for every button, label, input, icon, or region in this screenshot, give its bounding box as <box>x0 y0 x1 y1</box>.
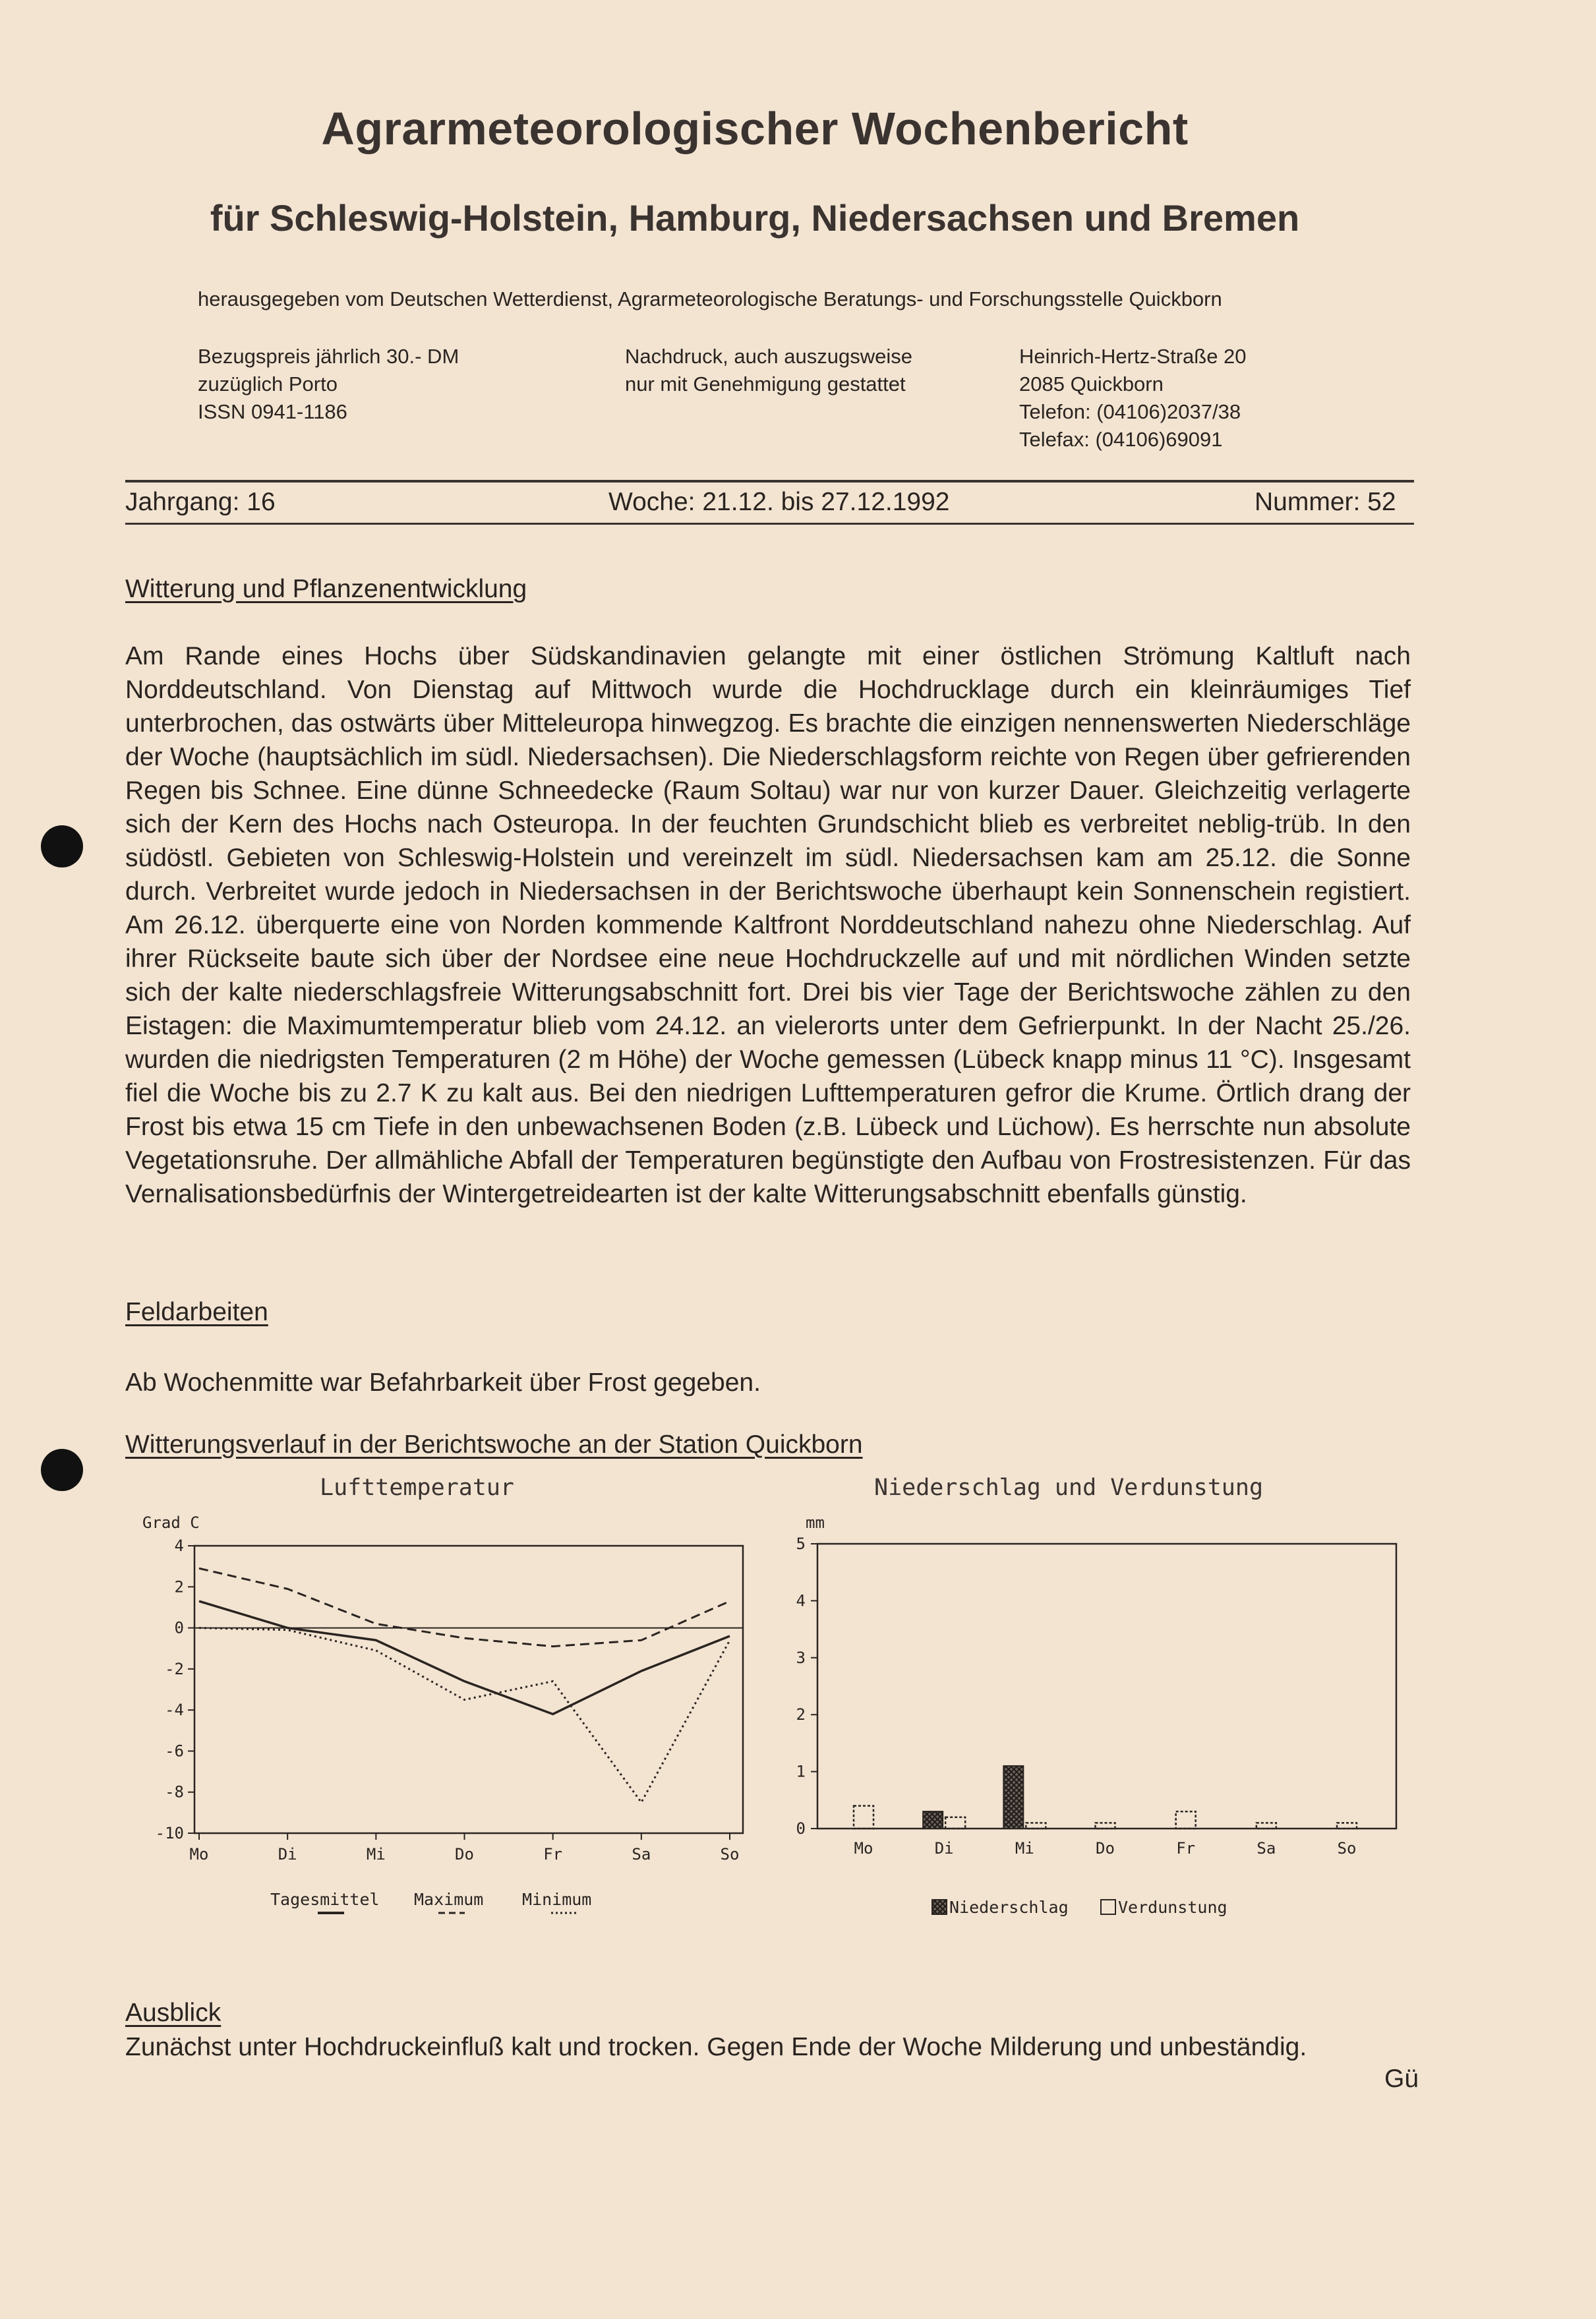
prec-x-tick-label: Mi <box>1015 1839 1034 1858</box>
punch-hole <box>41 825 83 867</box>
precipitation-ylabel: mm <box>806 1513 825 1532</box>
temp-x-tick-label: Fr <box>543 1845 563 1864</box>
temp-x-tick-label: Sa <box>632 1845 651 1864</box>
prec-x-tick-label: So <box>1337 1839 1357 1858</box>
temperature-legend <box>270 1890 591 1913</box>
fieldwork-paragraph: Ab Wochenmitte war Befahrbarkeit über Frost gegeben. <box>125 1368 761 1397</box>
legend-max: Maximum <box>414 1890 484 1909</box>
temp-x-tick-label: Do <box>455 1845 474 1864</box>
prec-y-tick-label: 3 <box>796 1648 806 1667</box>
legend-evap-swatch <box>1101 1900 1115 1914</box>
temp-y-tick-label: -6 <box>165 1742 184 1761</box>
prec-y-tick-label: 4 <box>796 1591 806 1610</box>
precip-bar <box>1003 1766 1023 1829</box>
temp-series-minimum <box>199 1628 730 1803</box>
prec-y-tick-label: 0 <box>796 1819 806 1838</box>
week-label: Woche: 21.12. bis 27.12.1992 <box>608 488 950 516</box>
prec-y-tick-label: 2 <box>796 1705 806 1724</box>
weather-heading: Witterung und Pflanzenentwicklung <box>125 575 527 603</box>
temperature-plot-frame <box>194 1546 743 1833</box>
issue-number: Nummer: 52 <box>1255 488 1396 516</box>
report-subtitle: für Schleswig-Holstein, Hamburg, Niedersachsen und Bremen <box>210 197 1300 239</box>
author-signature: Gü <box>1384 2065 1419 2093</box>
punch-hole <box>41 1449 83 1491</box>
outlook-paragraph: Zunächst unter Hochdruckeinfluß kalt und trocken. Gegen Ende der Woche Milderung und unbeständig. <box>125 2033 1307 2061</box>
prec-x-tick-label: Do <box>1096 1839 1115 1858</box>
precip-bar <box>923 1811 943 1829</box>
weather-paragraph: Am Rande eines Hochs über Südskandinavien gelangte mit einer östlichen Strömung Kaltluft nach Norddeutschland. Von Dienstag auf Mittwoch wurde die Hochdrucklage durch ein kleinräumiges Tief unterbrochen, das ostwärts über Mitteleuropa hinwegzog. Es brachte die einzigen nennenswerten Niederschläge der Woche (hauptsächlich im südl. Niedersachsen). Die Niederschlagsform reichte von Regen über gefrierenden Regen bis Schnee. Eine dünne Schneedecke (Raum Soltau) war nur von kurzer Dauer. Gleichzeitig verlagerte sich der Kern des Hochs nach Osteuropa. In der feuchten Grundschicht blieb es verbreitet neblig-trüb. In den südöstl. Gebieten von Schleswig-Holstein und vereinzelt im südl. Niedersachsen kam am 25.12. die Sonne durch. Verbreitet wurde jedoch in Niedersachsen in der Berichtswoche überhaupt kein Sonnenschein registiert. Am 26.12. überquerte eine von Norden kommende Kaltfront Norddeutschland nahezu ohne Niederschlag. Auf ihrer Rückseite baute sich über der Nordsee eine neue Hochdruckzelle auf und mit nördlichen Winden setzte sich der kalte niederschlagsfreie Witterungsabschnitt fort. Drei bis vier Tage der Berichtswoche zählen zu den Eistagen: die Maximumtemperatur blieb vom 24.12. an vielerorts unter dem Gefrierpunkt. In der Nacht 25./26. wurden die niedrigsten Temperaturen (2 m Höhe) der Woche gemessen (Lübeck knapp minus 11 °C). Insgesamt fiel die Woche bis zu 2.7 K zu kalt aus. Bei den niedrigen Lufttemperaturen gefror die Krume. Örtlich drang der Frost bis etwa 15 cm Tiefe in den unbewachsenen Boden (z.B. Lübeck und Lüchow). Es herrschte nun absolute Vegetationsruhe. Der allmähliche Abfall der Temperaturen begünstigte den Aufbau von Frostresistenzen. Für das Vernalisationsbedürfnis der Wintergetreidearten ist der kalte Witterungsabschnitt ebenfalls günstig. <box>125 642 1411 1208</box>
temp-x-tick-label: So <box>720 1845 740 1864</box>
legend-evap: Verdunstung <box>1118 1898 1227 1917</box>
temp-y-tick-label: -2 <box>165 1659 184 1678</box>
evap-bar <box>945 1817 965 1829</box>
evap-bar <box>1096 1823 1115 1829</box>
prec-x-tick-label: Di <box>934 1839 954 1858</box>
temp-x-tick-label: Mi <box>366 1845 386 1864</box>
volume-label: Jahrgang: 16 <box>125 488 276 516</box>
chart-heading: Witterungsverlauf in der Berichtswoche an der Station Quickborn <box>125 1430 863 1459</box>
temp-y-tick-label: 0 <box>174 1618 184 1637</box>
prec-x-tick-label: Fr <box>1176 1839 1196 1858</box>
legend-precip: Niederschlag <box>949 1898 1069 1917</box>
temperature-chart-title: Lufttemperatur <box>320 1475 515 1501</box>
evap-bar <box>854 1805 873 1829</box>
temp-x-tick-label: Di <box>278 1845 297 1864</box>
prec-y-tick-label: 5 <box>796 1535 806 1553</box>
outlook-heading: Ausblick <box>125 1999 222 2027</box>
header-rule-top <box>125 480 1414 483</box>
prec-x-tick-label: Sa <box>1256 1839 1276 1858</box>
prec-x-tick-label: Mo <box>854 1839 873 1858</box>
header-rule-bottom <box>125 523 1414 525</box>
evap-bar <box>1026 1823 1046 1829</box>
temp-series-maximum <box>199 1568 730 1646</box>
precipitation-plot-frame <box>817 1544 1396 1829</box>
temp-y-tick-label: -4 <box>165 1701 184 1720</box>
precipitation-chart <box>784 1503 1417 1938</box>
precipitation-chart-title: Niederschlag und Verdunstung <box>874 1475 1264 1501</box>
legend-min: Minimum <box>522 1890 592 1909</box>
temp-x-tick-label: Mo <box>189 1845 209 1864</box>
temp-y-tick-label: -8 <box>165 1782 184 1802</box>
reprint-block: Nachdruck, auch auszugsweise nur mit Genehmigung gestattet <box>625 345 912 396</box>
evap-bar <box>1256 1823 1276 1829</box>
fieldwork-heading: Feldarbeiten <box>125 1298 268 1326</box>
temp-y-tick-label: -10 <box>155 1824 184 1842</box>
temperature-chart <box>132 1503 765 1938</box>
temp-series-tagesmittel <box>199 1601 730 1714</box>
publisher-line: herausgegeben vom Deutschen Wetterdienst, Agrarmeteorologische Beratungs- und Forschungsstelle Quickborn <box>198 287 1222 310</box>
prec-y-tick-label: 1 <box>796 1762 806 1781</box>
legend-mean: Tagesmittel <box>270 1890 380 1909</box>
report-title: Agrarmeteorologischer Wochenbericht <box>321 103 1189 154</box>
address-block: Heinrich-Hertz-Straße 20 2085 Quickborn Telefon: (04106)2037/38 Telefax: (04106)69091 <box>1019 345 1247 451</box>
temp-y-tick-label: 4 <box>174 1537 184 1555</box>
precipitation-legend <box>932 1898 1227 1917</box>
legend-precip-swatch <box>932 1900 947 1914</box>
temperature-ylabel: Grad C <box>142 1513 200 1532</box>
evap-bar <box>1337 1823 1357 1829</box>
evap-bar <box>1176 1811 1196 1829</box>
temp-y-tick-label: 2 <box>174 1577 184 1597</box>
price-block: Bezugspreis jährlich 30.- DM zuzüglich Porto ISSN 0941-1186 <box>198 345 459 423</box>
